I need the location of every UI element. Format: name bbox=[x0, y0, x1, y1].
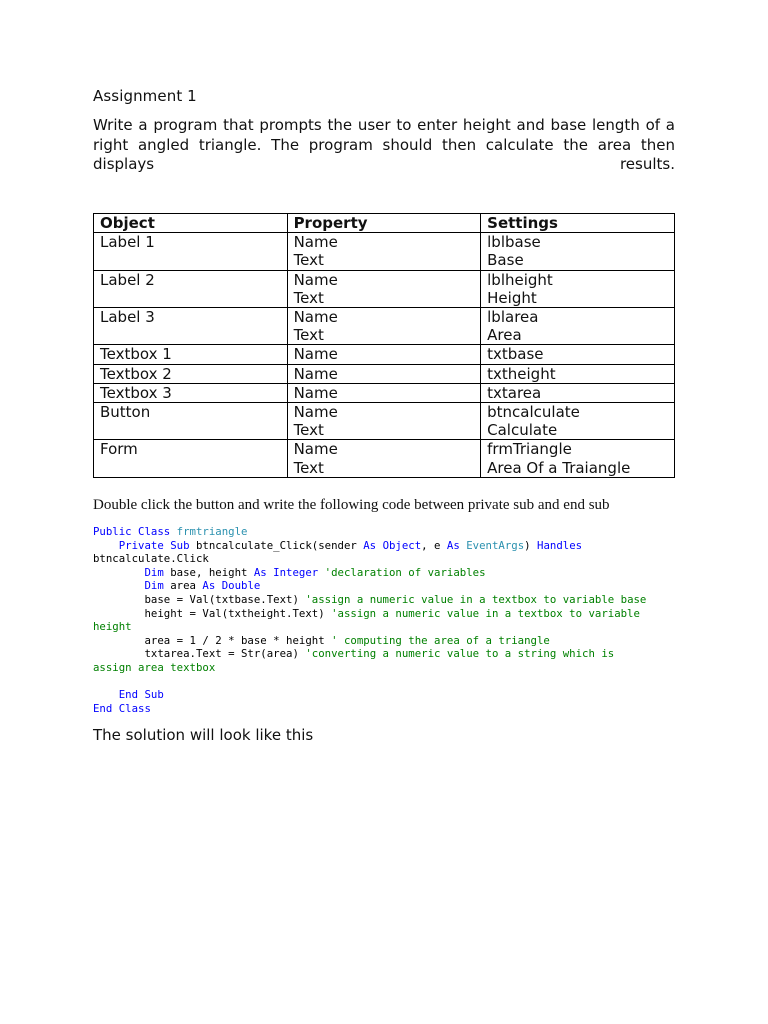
property-cell bbox=[287, 364, 481, 383]
object-cell bbox=[94, 345, 288, 364]
code-token: base, height bbox=[170, 565, 254, 579]
property-name: Name bbox=[293, 233, 338, 252]
code-token: 'assign a numeric value in a textbox to variable bbox=[331, 606, 640, 620]
assignment-description: Write a program that prompts the user to enter height and base length of a right angled triangle. The program should then calculate the area then displays results. bbox=[93, 116, 675, 173]
setting-value: lblheight bbox=[487, 270, 553, 289]
object-name: Label 2 bbox=[100, 270, 155, 289]
setting-value: Calculate bbox=[487, 421, 558, 440]
object-cell bbox=[94, 364, 288, 383]
code-token: Dim bbox=[93, 579, 171, 593]
code-token: 'declaration of variables bbox=[324, 565, 486, 579]
table-row bbox=[94, 345, 675, 364]
object-name: Textbox 2 bbox=[100, 364, 172, 383]
setting-cell bbox=[481, 233, 675, 270]
code-token: Private Sub bbox=[93, 538, 196, 552]
code-token: Dim bbox=[93, 565, 171, 579]
table-row bbox=[94, 270, 675, 307]
code-token: Handles bbox=[537, 538, 583, 552]
code-token: ' computing the area of a triangle bbox=[331, 633, 550, 647]
table-row bbox=[94, 364, 675, 383]
code-token: As Integer bbox=[253, 565, 325, 579]
table-row bbox=[94, 233, 675, 270]
property-name: Text bbox=[293, 251, 324, 270]
code-line bbox=[93, 525, 247, 538]
code-token: height bbox=[93, 620, 132, 634]
solution-caption: The solution will look like this bbox=[93, 726, 314, 744]
code-token: btncalculate_Click(sender bbox=[195, 538, 364, 552]
code-token: txtarea.Text = Str(area) bbox=[93, 647, 306, 661]
properties-table bbox=[93, 213, 675, 478]
property-name: Text bbox=[293, 458, 324, 477]
property-cell bbox=[287, 233, 481, 270]
setting-cell bbox=[481, 403, 675, 440]
property-cell bbox=[287, 345, 481, 364]
property-cell bbox=[287, 308, 481, 345]
object-cell bbox=[94, 308, 288, 345]
code-line bbox=[93, 552, 209, 565]
code-token: base = Val(txtbase.Text) bbox=[93, 592, 306, 606]
code-token: assign area textbox bbox=[93, 660, 216, 674]
object-name: Label 1 bbox=[100, 233, 155, 252]
setting-cell bbox=[481, 440, 675, 477]
code-token: btncalculate.Click bbox=[93, 552, 209, 566]
property-name: Name bbox=[293, 383, 338, 402]
code-line bbox=[93, 702, 151, 715]
object-cell bbox=[94, 403, 288, 440]
property-name: Name bbox=[293, 440, 338, 459]
property-name: Name bbox=[293, 270, 338, 289]
property-name: Name bbox=[293, 308, 338, 327]
table-header-row bbox=[94, 214, 675, 233]
setting-cell bbox=[481, 270, 675, 307]
code-line bbox=[93, 566, 486, 579]
property-name: Text bbox=[293, 421, 324, 440]
table-row bbox=[94, 308, 675, 345]
object-name: Form bbox=[100, 440, 138, 459]
property-name: Name bbox=[293, 364, 338, 383]
table-row bbox=[94, 440, 675, 477]
object-cell bbox=[94, 383, 288, 402]
property-name: Name bbox=[293, 403, 338, 422]
code-token: frmtriangle bbox=[176, 525, 248, 538]
setting-value: txtarea bbox=[487, 383, 542, 402]
setting-value: frmTriangle bbox=[487, 440, 572, 459]
object-cell bbox=[94, 440, 288, 477]
code-token: height = Val(txtheight.Text) bbox=[93, 606, 332, 620]
setting-value: txtbase bbox=[487, 345, 544, 364]
column-header-property: Property bbox=[287, 214, 481, 233]
setting-value: btncalculate bbox=[487, 403, 580, 422]
property-cell bbox=[287, 383, 481, 402]
property-name: Text bbox=[293, 326, 324, 345]
setting-value: lblbase bbox=[487, 233, 541, 252]
object-name: Button bbox=[100, 403, 151, 422]
code-token: area bbox=[170, 579, 203, 593]
object-name: Label 3 bbox=[100, 308, 155, 327]
code-line bbox=[93, 539, 582, 552]
column-header-object: Object bbox=[94, 214, 288, 233]
code-token: End Sub bbox=[93, 688, 164, 702]
code-token: Object bbox=[382, 538, 422, 552]
object-name: Textbox 1 bbox=[100, 345, 172, 364]
table-row bbox=[94, 403, 675, 440]
setting-cell bbox=[481, 345, 675, 364]
code-line bbox=[93, 607, 640, 620]
code-block bbox=[93, 525, 693, 715]
code-token: , e bbox=[421, 538, 447, 552]
code-token: End Class bbox=[93, 701, 151, 715]
code-token: As Double bbox=[202, 579, 261, 593]
code-token: As bbox=[363, 538, 383, 552]
property-cell bbox=[287, 270, 481, 307]
setting-cell bbox=[481, 383, 675, 402]
setting-value: Area Of a Traiangle bbox=[487, 458, 631, 477]
property-cell bbox=[287, 403, 481, 440]
property-name: Name bbox=[293, 345, 338, 364]
object-cell bbox=[94, 233, 288, 270]
setting-cell bbox=[481, 308, 675, 345]
code-line bbox=[93, 647, 614, 660]
object-name: Textbox 3 bbox=[100, 383, 172, 402]
code-token: ) bbox=[524, 538, 538, 552]
property-name: Text bbox=[293, 288, 324, 307]
setting-value: Base bbox=[487, 251, 524, 270]
code-token: 'assign a numeric value in a textbox to variable base bbox=[305, 592, 647, 606]
code-instruction: Double click the button and write the following code between private sub and end sub bbox=[93, 497, 610, 513]
setting-value: lblarea bbox=[487, 308, 539, 327]
setting-value: Height bbox=[487, 288, 537, 307]
code-line bbox=[93, 661, 215, 674]
code-line bbox=[93, 593, 646, 606]
code-line bbox=[93, 634, 550, 647]
table-row bbox=[94, 383, 675, 402]
code-token: 'converting a numeric value to a string which is bbox=[305, 647, 615, 661]
column-header-settings: Settings bbox=[481, 214, 675, 233]
property-cell bbox=[287, 440, 481, 477]
setting-value: txtheight bbox=[487, 364, 556, 383]
code-line bbox=[93, 579, 260, 592]
properties-table-body bbox=[94, 233, 675, 478]
assignment-heading: Assignment 1 bbox=[93, 87, 197, 105]
setting-cell bbox=[481, 364, 675, 383]
code-token: As bbox=[446, 538, 467, 552]
code-token: Public Class bbox=[93, 525, 177, 538]
code-line bbox=[93, 620, 132, 633]
code-token: area = 1 / 2 * base * height bbox=[93, 633, 332, 647]
object-cell bbox=[94, 270, 288, 307]
code-token: EventArgs bbox=[466, 538, 525, 552]
code-line bbox=[93, 688, 164, 701]
setting-value: Area bbox=[487, 326, 522, 345]
